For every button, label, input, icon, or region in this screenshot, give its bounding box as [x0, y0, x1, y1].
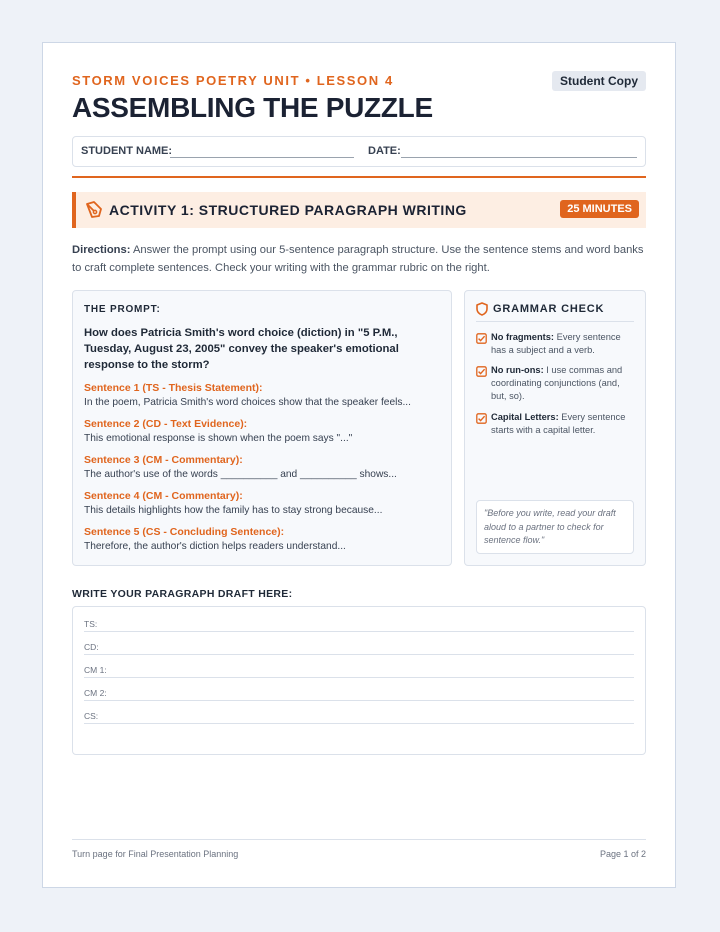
- page-number: Page 1 of 2: [599, 849, 646, 859]
- sentence-stem: [84, 489, 444, 518]
- draft-line-label: TS:: [84, 619, 98, 629]
- activity-title: ACTIVITY 1: STRUCTURED PARAGRAPH WRITING: [109, 202, 467, 218]
- sentence-text: Therefore, the author's diction helps readers understand...: [84, 541, 346, 552]
- directions: [72, 241, 646, 277]
- sentence-label: Sentence 2 (CD - Text Evidence):: [84, 418, 248, 430]
- sentence-label: Sentence 4 (CM - Commentary):: [84, 490, 243, 502]
- grammar-item-text: I use commas and coordinating conjunctions (and, but, so).: [491, 365, 623, 401]
- checkbox-icon: [476, 333, 487, 344]
- shield-icon: [476, 302, 488, 316]
- grammar-check-header: [476, 301, 634, 322]
- grammar-check-title: GRAMMAR CHECK: [493, 303, 605, 315]
- sentence-stem: [84, 453, 444, 482]
- partner-tip-quote: "Before you write, read your draft aloud to a partner to check for sentence flow.": [476, 500, 634, 554]
- sentence-text: This emotional response is shown when the poem says "...": [84, 433, 353, 444]
- footer-note: Turn page for Final Presentation Planning: [72, 849, 239, 859]
- pen-icon: [84, 200, 104, 220]
- checkbox-icon: [476, 366, 487, 377]
- unit-label: STORM VOICES POETRY UNIT • LESSON 4: [72, 73, 394, 88]
- date-label: DATE:: [368, 145, 401, 157]
- name-date-box: [72, 136, 646, 167]
- student-name-field[interactable]: [170, 157, 354, 158]
- draft-line-cm1[interactable]: [84, 661, 634, 678]
- worksheet-page: [42, 42, 676, 888]
- sentence-label: Sentence 3 (CM - Commentary):: [84, 454, 243, 466]
- student-copy-badge: Student Copy: [552, 71, 646, 91]
- grammar-item-title: No fragments:: [491, 332, 555, 342]
- page-footer: [72, 839, 646, 859]
- date-field[interactable]: [401, 157, 637, 158]
- grammar-item-text: Every sentence has a subject and a verb.: [491, 332, 621, 355]
- draft-line-cm2[interactable]: [84, 684, 634, 701]
- student-name-label: STUDENT NAME:: [81, 145, 173, 157]
- directions-label: Directions:: [72, 244, 131, 256]
- sentence-stem: [84, 525, 444, 554]
- draft-line-label: CD:: [84, 642, 99, 652]
- prompt-label: THE PROMPT:: [84, 304, 161, 315]
- time-badge: 25 MINUTES: [560, 200, 639, 218]
- sentence-label: Sentence 5 (CS - Concluding Sentence):: [84, 526, 285, 538]
- grammar-item-title: Capital Letters:: [491, 412, 559, 422]
- draft-line-cd[interactable]: [84, 638, 634, 655]
- sentence-text: In the poem, Patricia Smith's word choices show that the speaker feels...: [84, 397, 411, 408]
- header-divider: [72, 176, 646, 178]
- checkbox-icon: [476, 413, 487, 424]
- sentence-text: This details highlights how the family has to stay strong because...: [84, 505, 383, 516]
- grammar-check-box: [464, 290, 646, 566]
- draft-label: WRITE YOUR PARAGRAPH DRAFT HERE:: [72, 588, 293, 600]
- draft-line-label: CS:: [84, 711, 99, 721]
- page-title: ASSEMBLING THE PUZZLE: [72, 92, 433, 123]
- draft-line-cs[interactable]: [84, 707, 634, 724]
- draft-line-ts[interactable]: [84, 615, 634, 632]
- activity-header: [72, 192, 646, 228]
- sentence-text: The author's use of the words __________ and __________ shows...: [84, 469, 397, 480]
- grammar-item-title: No run-ons:: [491, 365, 544, 375]
- directions-text: Answer the prompt using our 5-sentence paragraph structure. Use the sentence stems and word banks to craft complete sentences. Check your writing with the grammar rubric on the right.: [72, 244, 644, 274]
- sentence-stem: [84, 381, 444, 410]
- draft-box: [72, 606, 646, 755]
- draft-line-label: CM 2:: [84, 688, 107, 698]
- prompt-box: [72, 290, 452, 566]
- sentence-label: Sentence 1 (TS - Thesis Statement):: [84, 382, 263, 394]
- draft-line-label: CM 1:: [84, 665, 107, 675]
- prompt-question: How does Patricia Smith's word choice (diction) in "5 P.M., Tuesday, August 23, 2005" convey the speaker's emotional response to the storm?: [84, 327, 399, 371]
- sentence-stem: [84, 417, 444, 446]
- grammar-item-text: Every sentence starts with a capital letter.: [491, 412, 626, 435]
